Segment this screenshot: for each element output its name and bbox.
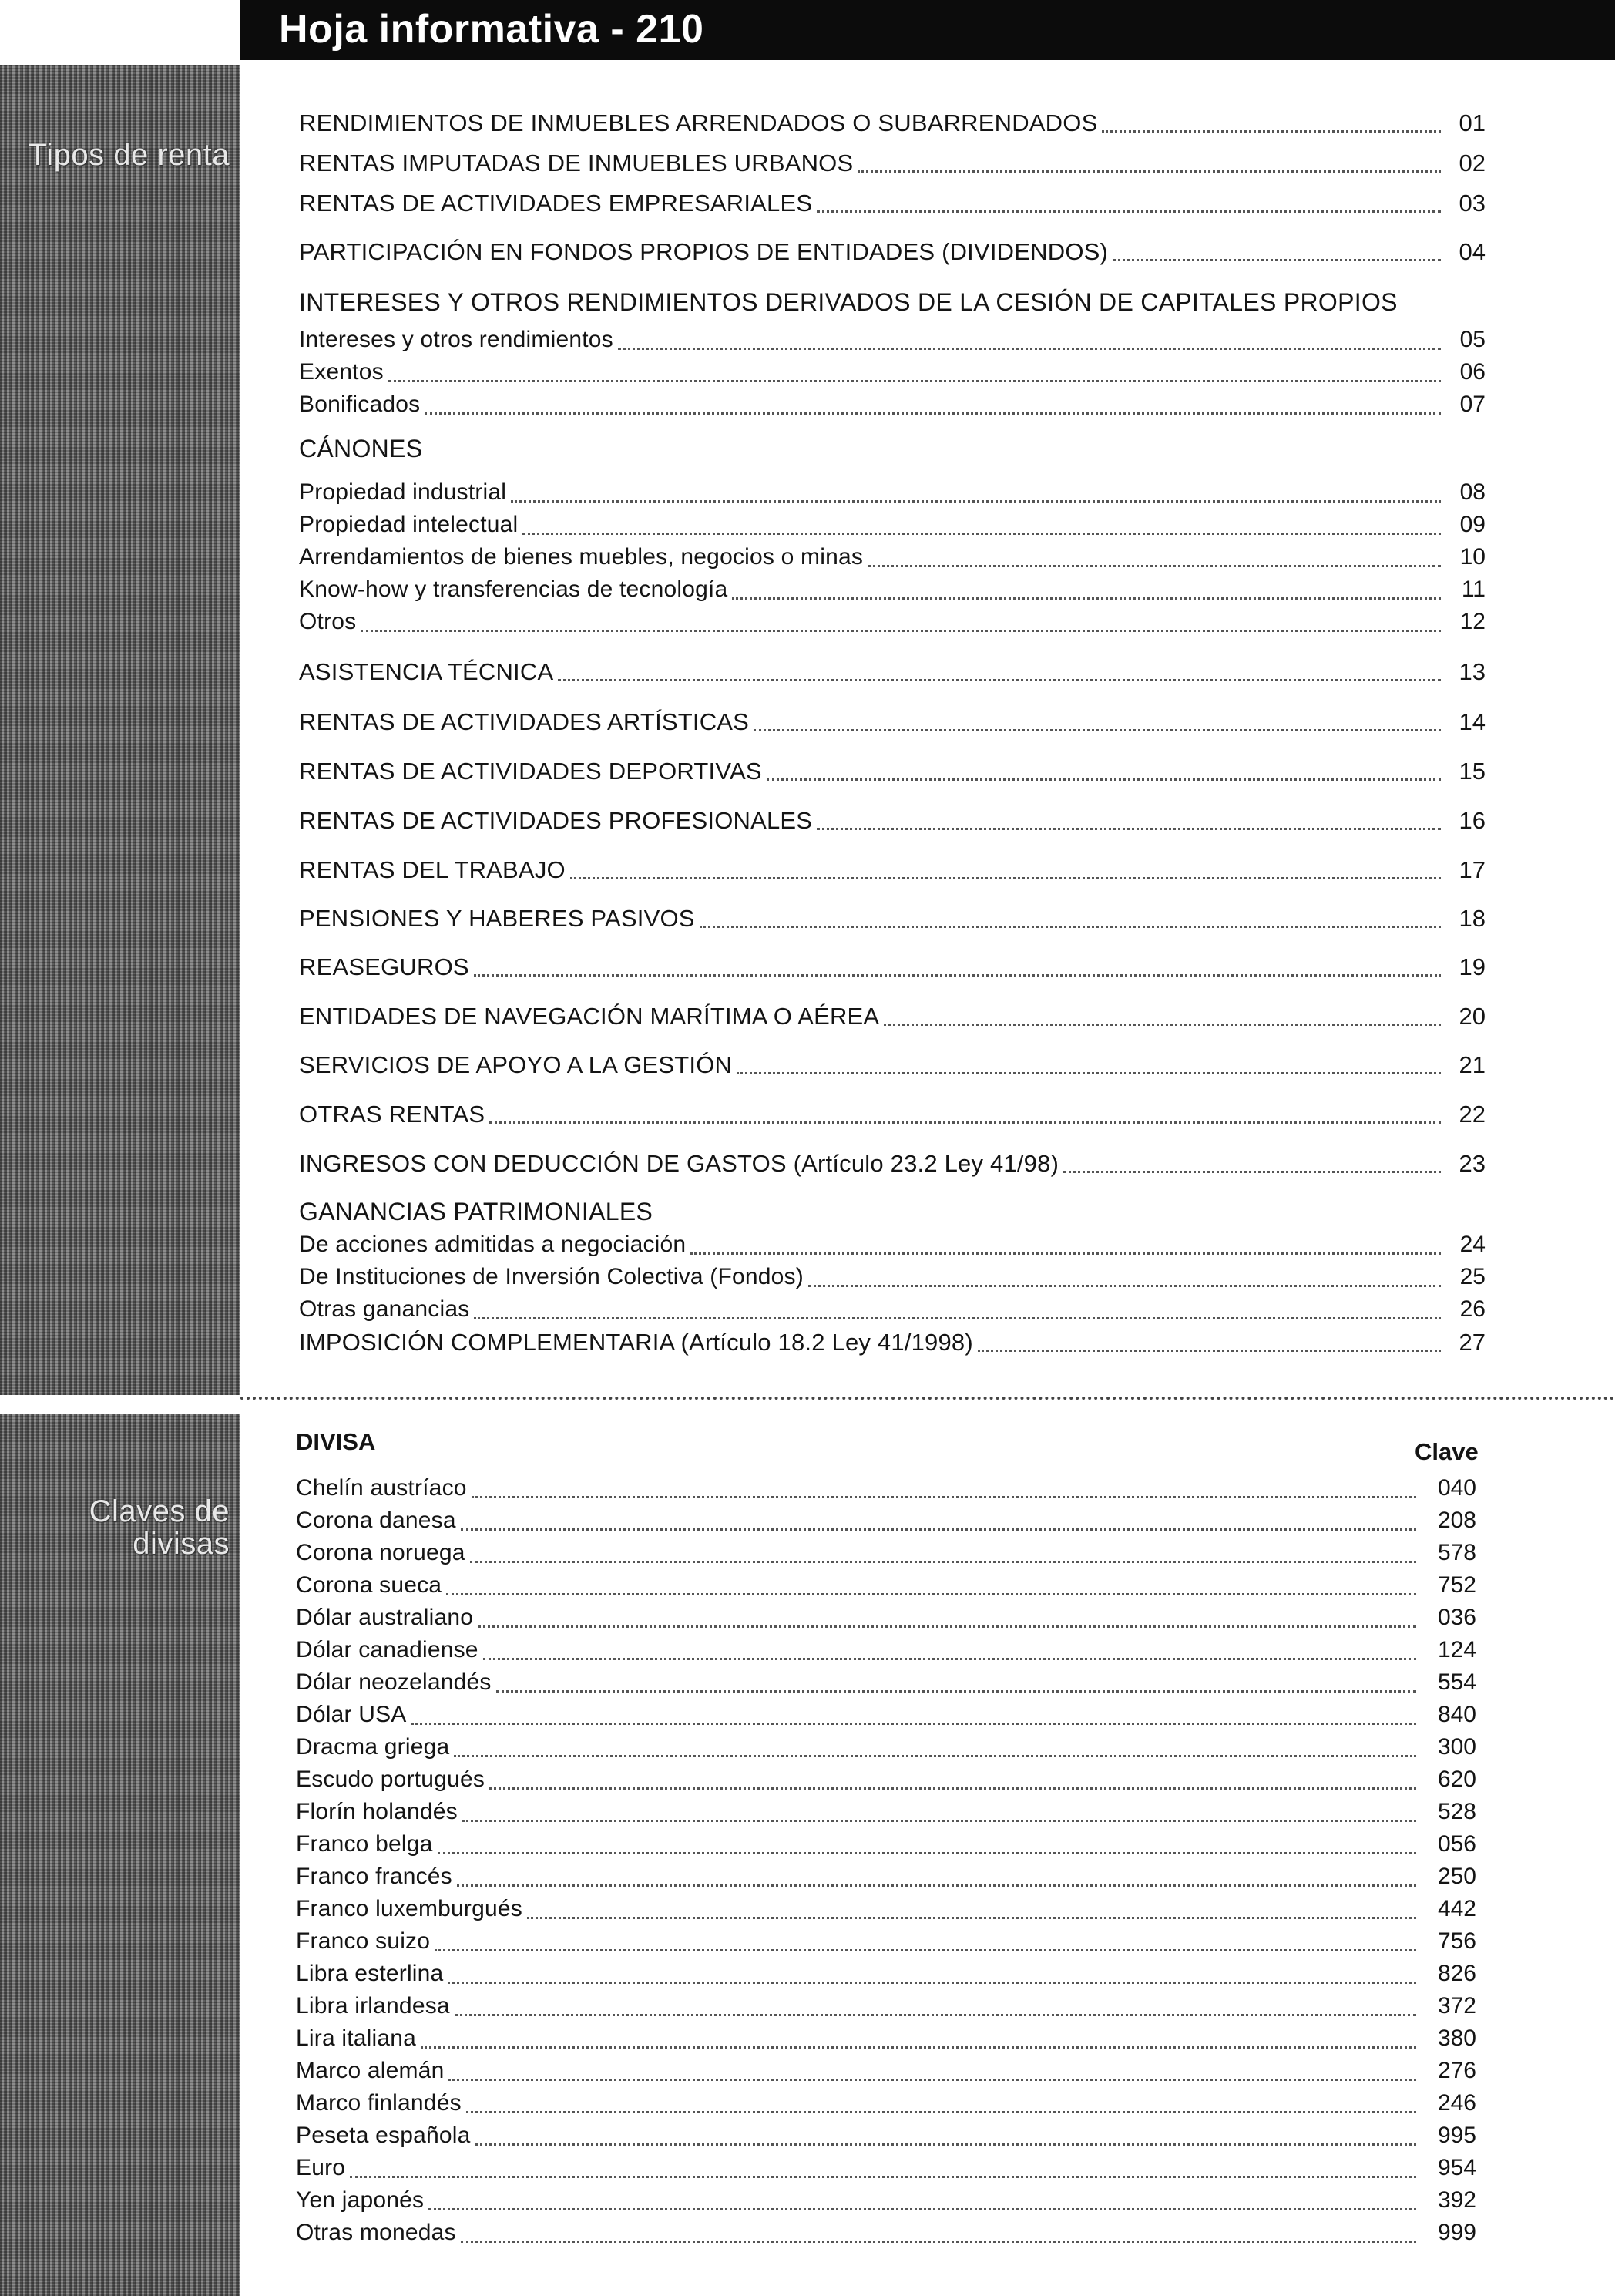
header-bar [240,0,1615,60]
leader-dots [754,728,1441,731]
item-label: ASISTENCIA TÉCNICA [299,658,554,685]
currency-row [296,2025,1476,2056]
leader-dots [884,1022,1441,1026]
item-label: Propiedad intelectual [299,512,519,537]
leader-dots [496,1689,1416,1693]
item-code: 12 [1459,609,1486,634]
item-label: Franco francés [296,1864,452,1889]
item-code: 16 [1459,807,1486,834]
item-code: 554 [1437,1669,1476,1695]
item-code: 056 [1437,1831,1476,1857]
item-label: Bonificados [299,392,421,417]
leader-dots [489,1120,1441,1124]
leader-dots [461,2239,1416,2243]
list-item-renta-15 [299,758,1486,788]
list-item-renta-17 [299,856,1486,887]
leader-dots [570,876,1441,879]
item-label: RENDIMIENTOS DE INMUEBLES ARRENDADOS O SUBARRENDADOS [299,109,1098,136]
leader-dots [438,1851,1416,1854]
currency-row [296,1572,1476,1603]
leader-dots [483,1656,1416,1660]
item-code: 392 [1437,2187,1476,2213]
leader-dots [700,924,1441,928]
leader-dots [388,378,1441,382]
currency-row [296,1993,1476,2024]
currency-row [296,2220,1476,2251]
item-label: Libra esterlina [296,1961,444,1986]
currency-row [296,1475,1476,1506]
sidebar-tab-claves-de-divisas [0,1414,240,2296]
item-label: Chelín austríaco [296,1475,467,1501]
list-item-renta-24 [299,1232,1486,1262]
item-code: 08 [1459,479,1486,505]
currency-row [296,1767,1476,1797]
list-item-renta-03 [299,190,1486,220]
item-code: 24 [1459,1232,1486,1257]
currency-row [296,1928,1476,1959]
leader-dots [428,2207,1416,2210]
item-label: Dracma griega [296,1734,450,1760]
item-code: 22 [1459,1101,1486,1128]
item-label: De Instituciones de Inversión Colectiva (Fondos) [299,1264,804,1289]
column-header-divisa: DIVISA [296,1428,376,1455]
list-item-renta-04 [299,238,1486,269]
currency-row [296,1831,1476,1862]
item-code: 246 [1437,2090,1476,2116]
item-label: Euro [296,2155,346,2180]
item-code: 27 [1459,1329,1486,1356]
item-code: 01 [1459,109,1486,136]
item-label: OTRAS RENTAS [299,1101,485,1128]
list-item-renta-27 [299,1329,1486,1360]
item-code: 752 [1437,1572,1476,1598]
item-code: 14 [1459,708,1486,735]
list-item-renta-05 [299,327,1486,358]
currency-row [296,1961,1476,1992]
sidebar-tab-tipos-de-renta [0,65,240,1395]
list-item-renta-01 [299,109,1486,140]
leader-dots [454,1753,1416,1757]
list-item-renta-26 [299,1296,1486,1327]
item-code: 036 [1437,1605,1476,1630]
item-label: Dólar USA [296,1702,407,1727]
item-label: Dólar australiano [296,1605,474,1630]
leader-dots [1102,129,1441,133]
list-item-renta-07 [299,392,1486,422]
item-code: 954 [1437,2155,1476,2180]
leader-dots [511,499,1441,503]
item-label: Florín holandés [296,1799,458,1824]
currency-row [296,2123,1476,2153]
currency-row [296,1605,1476,1635]
sidebar-label-line: Tipos de renta [28,138,230,172]
leader-dots [978,1348,1441,1352]
item-code: 040 [1437,1475,1476,1501]
item-label: Franco suizo [296,1928,431,1954]
item-label: Libra irlandesa [296,1993,450,2019]
item-label: Dólar neozelandés [296,1669,492,1695]
item-code: 578 [1437,1540,1476,1565]
section-heading-canones: CÁNONES [299,435,423,462]
sidebar-label-claves-de-divisas [89,1495,230,1560]
leader-dots [489,1786,1416,1790]
currency-row [296,1864,1476,1894]
leader-dots [1063,1169,1441,1173]
leader-dots [474,973,1441,977]
leader-dots [446,1592,1416,1595]
leader-dots [350,2174,1416,2178]
list-item-renta-14 [299,708,1486,739]
item-code: 10 [1459,544,1486,570]
item-code: 999 [1437,2220,1476,2245]
leader-dots [425,411,1441,415]
leader-dots [457,1883,1416,1887]
currency-row [296,1896,1476,1927]
item-code: 06 [1459,359,1486,385]
sidebar-label-tipos-de-renta [29,139,230,171]
item-code: 15 [1459,758,1486,785]
item-code: 442 [1437,1896,1476,1921]
currency-row [296,1734,1476,1765]
currency-row [296,2187,1476,2218]
item-label: Dólar canadiense [296,1637,478,1662]
list-item-renta-21 [299,1051,1486,1082]
item-code: 21 [1459,1051,1486,1078]
leader-dots [767,777,1441,781]
leader-dots [858,169,1441,173]
item-label: RENTAS DEL TRABAJO [299,856,566,883]
leader-dots [461,1527,1416,1531]
list-item-renta-08 [299,479,1486,510]
item-code: 25 [1459,1264,1486,1289]
item-code: 995 [1437,2123,1476,2148]
item-label: Intereses y otros rendimientos [299,327,613,352]
leader-dots [462,1818,1416,1822]
list-item-renta-11 [299,577,1486,607]
item-label: Otros [299,609,357,634]
item-label: Otras ganancias [299,1296,470,1322]
item-label: PENSIONES Y HABERES PASIVOS [299,905,695,932]
item-label: Franco belga [296,1831,433,1857]
item-label: REASEGUROS [299,953,469,980]
item-label: RENTAS DE ACTIVIDADES EMPRESARIALES [299,190,813,217]
item-code: 300 [1437,1734,1476,1760]
leader-dots [474,1316,1441,1319]
leader-dots [558,677,1441,681]
list-item-renta-18 [299,905,1486,936]
section-divider [240,1397,1615,1400]
item-code: 04 [1459,238,1486,265]
leader-dots [475,2142,1416,2146]
leader-dots [448,2077,1416,2081]
list-item-renta-22 [299,1101,1486,1131]
leader-dots [732,596,1441,600]
leader-dots [817,826,1441,830]
item-code: 840 [1437,1702,1476,1727]
list-item-renta-25 [299,1264,1486,1295]
item-label: Know-how y transferencias de tecnología [299,577,728,602]
list-item-renta-19 [299,953,1486,984]
item-code: 528 [1437,1799,1476,1824]
sidebar-label-line: Claves de [89,1494,230,1528]
leader-dots [618,346,1441,350]
item-code: 19 [1459,953,1486,980]
item-label: RENTAS DE ACTIVIDADES PROFESIONALES [299,807,813,834]
item-label: Propiedad industrial [299,479,507,505]
item-label: SERVICIOS DE APOYO A LA GESTIÓN [299,1051,733,1078]
item-label: RENTAS DE ACTIVIDADES ARTÍSTICAS [299,708,750,735]
leader-dots [448,1980,1416,1984]
list-item-renta-20 [299,1003,1486,1034]
section-heading-intereses: INTERESES Y OTROS RENDIMIENTOS DERIVADOS DE LA CESIÓN DE CAPITALES PROPIOS [299,288,1398,316]
currency-row [296,1540,1476,1571]
leader-dots [817,209,1441,213]
leader-dots [690,1251,1441,1255]
item-label: RENTAS IMPUTADAS DE INMUEBLES URBANOS [299,150,854,176]
currency-row [296,2058,1476,2089]
item-label: PARTICIPACIÓN EN FONDOS PROPIOS DE ENTIDADES (DIVIDENDOS) [299,238,1109,265]
list-item-renta-13 [299,658,1486,689]
sidebar-label-line: divisas [133,1527,230,1561]
leader-dots [472,1494,1416,1498]
currency-row [296,1637,1476,1668]
column-header-clave: Clave [1415,1438,1479,1465]
list-item-renta-06 [299,359,1486,390]
item-code: 276 [1437,2058,1476,2083]
item-code: 18 [1459,905,1486,932]
leader-dots [411,1721,1416,1725]
item-label: Marco finlandés [296,2090,462,2116]
item-label: Corona noruega [296,1540,465,1565]
item-code: 09 [1459,512,1486,537]
list-item-renta-10 [299,544,1486,575]
item-code: 208 [1437,1508,1476,1533]
leader-dots [1113,257,1441,261]
item-label: Arrendamientos de bienes muebles, negocios o minas [299,544,864,570]
item-code: 17 [1459,856,1486,883]
item-label: IMPOSICIÓN COMPLEMENTARIA (Artículo 18.2 Ley 41/1998) [299,1329,973,1356]
item-label: ENTIDADES DE NAVEGACIÓN MARÍTIMA O AÉREA [299,1003,880,1030]
list-item-renta-23 [299,1150,1486,1181]
item-code: 13 [1459,658,1486,685]
item-label: Peseta española [296,2123,471,2148]
item-label: Yen japonés [296,2187,425,2213]
item-label: Otras monedas [296,2220,456,2245]
leader-dots [435,1948,1416,1951]
currency-row [296,1702,1476,1733]
item-code: 372 [1437,1993,1476,2019]
leader-dots [527,1915,1416,1919]
section-heading-ganancias: GANANCIAS PATRIMONIALES [299,1198,653,1225]
item-code: 02 [1459,150,1486,176]
item-label: Franco luxemburgués [296,1896,522,1921]
leader-dots [466,2109,1416,2113]
item-label: RENTAS DE ACTIVIDADES DEPORTIVAS [299,758,762,785]
item-label: INGRESOS CON DEDUCCIÓN DE GASTOS (Artículo 23.2 Ley 41/98) [299,1150,1059,1177]
leader-dots [737,1071,1441,1074]
leader-dots [522,531,1441,535]
item-code: 23 [1459,1150,1486,1177]
page-title: Hoja informativa - 210 [279,7,704,52]
item-label: De acciones admitidas a negociación [299,1232,687,1257]
leader-dots [868,563,1441,567]
item-code: 03 [1459,190,1486,217]
leader-dots [808,1283,1441,1287]
currency-row [296,1508,1476,1538]
list-item-renta-16 [299,807,1486,838]
list-item-renta-02 [299,150,1486,180]
leader-dots [470,1559,1416,1563]
leader-dots [455,2012,1416,2016]
leader-dots [361,628,1441,632]
item-code: 620 [1437,1767,1476,1792]
item-code: 380 [1437,2025,1476,2051]
item-code: 11 [1461,577,1486,602]
item-code: 124 [1437,1637,1476,1662]
currency-row [296,1799,1476,1830]
item-code: 05 [1459,327,1486,352]
item-code: 250 [1437,1864,1476,1889]
item-label: Escudo portugués [296,1767,485,1792]
item-code: 07 [1459,392,1486,417]
item-label: Corona danesa [296,1508,456,1533]
item-code: 20 [1459,1003,1486,1030]
leader-dots [478,1624,1416,1628]
currency-row [296,2090,1476,2121]
currency-row [296,1669,1476,1700]
item-label: Exentos [299,359,384,385]
item-label: Lira italiana [296,2025,417,2051]
list-item-renta-09 [299,512,1486,543]
item-label: Corona sueca [296,1572,442,1598]
list-item-renta-12 [299,609,1486,640]
item-code: 26 [1459,1296,1486,1322]
item-label: Marco alemán [296,2058,445,2083]
item-code: 826 [1437,1961,1476,1986]
currency-row [296,2155,1476,2186]
item-code: 756 [1437,1928,1476,1954]
leader-dots [421,2045,1416,2049]
